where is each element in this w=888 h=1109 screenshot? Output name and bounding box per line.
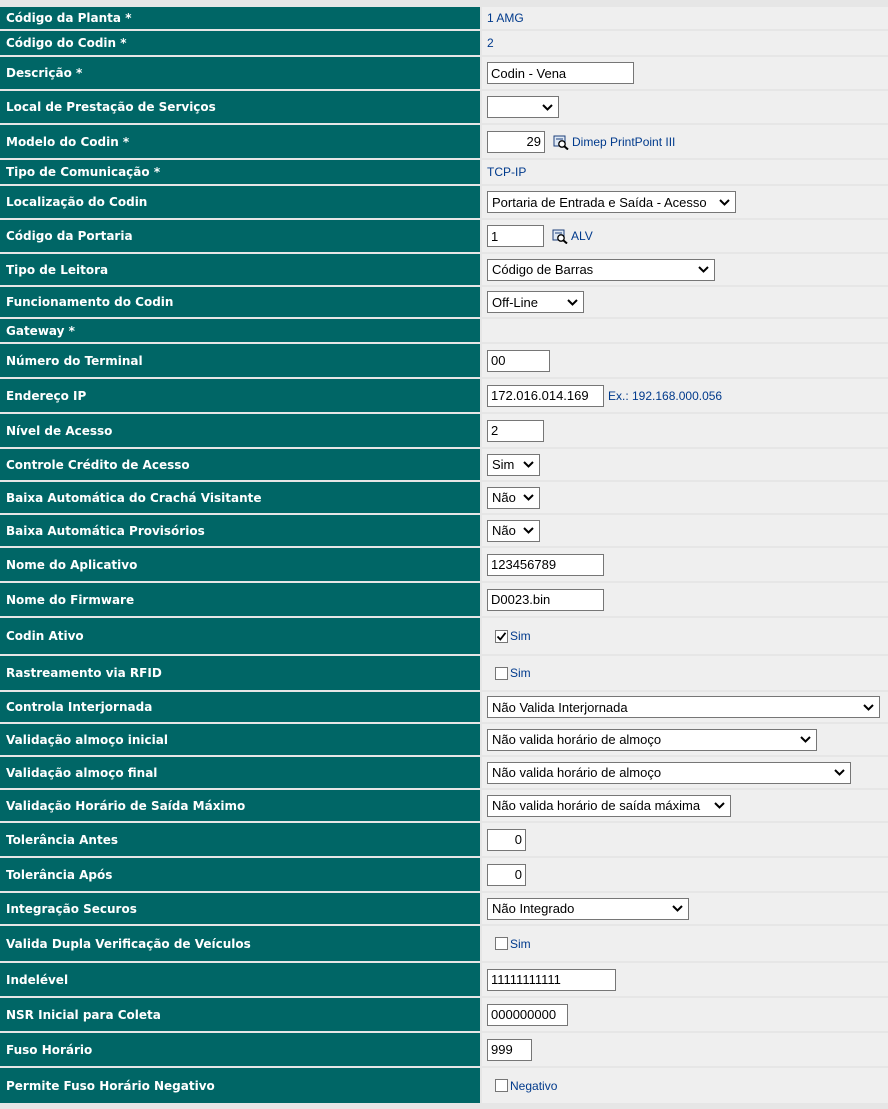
controla-interjornada-label: Controla Interjornada — [0, 692, 480, 722]
descricao-label: Descrição * — [0, 57, 480, 89]
controla-interjornada-select[interactable] — [487, 696, 880, 718]
funcionamento-codin-select-value: Off-Line — [492, 294, 539, 310]
baixa-provisorios-select-value: Não — [492, 523, 516, 538]
baixa-provisorios-select[interactable] — [487, 520, 540, 542]
fuso-horario-input[interactable]: 999 — [487, 1039, 532, 1061]
nivel-acesso-input[interactable]: 2 — [487, 420, 544, 442]
integracao-securos-label: Integração Securos — [0, 893, 480, 924]
tolerancia-apos-input[interactable]: 0 — [487, 864, 526, 886]
numero-terminal-cell — [482, 344, 888, 377]
controle-credito-select-value: Sim — [492, 457, 515, 472]
dupla-verificacao-cell — [482, 926, 888, 961]
modelo-codin-label: Modelo do Codin * — [0, 125, 480, 158]
codigo-codin-value: 2 — [487, 36, 494, 50]
dupla-verificacao-option: Sim — [510, 936, 531, 951]
controle-credito-label: Controle Crédito de Acesso — [0, 449, 480, 480]
gateway-label: Gateway * — [0, 319, 480, 342]
baixa-visitante-select-value: Não — [492, 490, 516, 505]
fuso-negativo-checkbox[interactable] — [495, 1079, 508, 1092]
controle-credito-select[interactable] — [487, 454, 540, 476]
codigo-portaria-cell — [482, 220, 888, 252]
validacao-saida-maximo-label: Validação Horário de Saída Máximo — [0, 790, 480, 821]
dupla-verificacao-checkbox[interactable] — [495, 937, 508, 950]
nome-firmware-cell — [482, 583, 888, 616]
nsr-inicial-input[interactable]: 000000000 — [487, 1004, 568, 1026]
validacao-saida-maximo-select[interactable] — [487, 795, 731, 817]
localizacao-codin-cell — [482, 186, 888, 218]
codigo-portaria-label: Código da Portaria — [0, 220, 480, 252]
checkmark-icon — [496, 631, 507, 642]
fuso-horario-label: Fuso Horário — [0, 1033, 480, 1066]
chevron-down-icon — [671, 902, 684, 915]
validacao-almoco-final-select-value: Não valida horário de almoço — [492, 765, 662, 780]
integracao-securos-cell — [482, 893, 888, 924]
modelo-codin-lookup[interactable] — [553, 134, 675, 150]
tolerancia-apos-cell — [482, 858, 888, 891]
nome-firmware-input[interactable]: D0023.bin — [487, 589, 604, 611]
codin-ativo-cell — [482, 618, 888, 654]
chevron-down-icon — [522, 458, 535, 471]
nsr-inicial-cell — [482, 998, 888, 1031]
descricao-cell — [482, 57, 888, 89]
chevron-down-icon — [522, 491, 535, 504]
top-strip — [0, 0, 888, 6]
tipo-leitora-cell — [482, 254, 888, 285]
fuso-negativo-cell — [482, 1068, 888, 1103]
indelevel-input[interactable]: 11111111111 — [487, 969, 616, 991]
local-prestacao-label: Local de Prestação de Serviços — [0, 91, 480, 123]
chevron-down-icon — [541, 101, 554, 114]
localizacao-codin-select-value: Portaria de Entrada e Saída - Acesso — [492, 194, 707, 210]
indelevel-label: Indelével — [0, 963, 480, 996]
tipo-comunicacao-cell — [482, 160, 888, 184]
chevron-down-icon — [718, 196, 731, 209]
fuso-negativo-label: Permite Fuso Horário Negativo — [0, 1068, 480, 1103]
validacao-almoco-final-label: Validação almoço final — [0, 757, 480, 788]
rastreamento-rfid-checkbox[interactable] — [495, 667, 508, 680]
indelevel-cell — [482, 963, 888, 996]
endereco-ip-label: Endereço IP — [0, 379, 480, 412]
nome-aplicativo-label: Nome do Aplicativo — [0, 548, 480, 581]
codigo-planta-label: Código da Planta * — [0, 7, 480, 29]
validacao-almoco-inicial-select-value: Não valida horário de almoço — [492, 732, 662, 747]
rastreamento-rfid-option: Sim — [510, 666, 531, 680]
codigo-codin-label: Código do Codin * — [0, 31, 480, 55]
modelo-codin-link[interactable]: Dimep PrintPoint III — [572, 134, 676, 149]
local-prestacao-cell — [482, 91, 888, 123]
integracao-securos-select[interactable] — [487, 898, 689, 920]
nome-aplicativo-input[interactable]: 123456789 — [487, 554, 604, 576]
numero-terminal-label: Número do Terminal — [0, 344, 480, 377]
validacao-saida-maximo-cell — [482, 790, 888, 821]
funcionamento-codin-select[interactable] — [487, 291, 584, 313]
codin-ativo-option: Sim — [510, 629, 531, 643]
codigo-portaria-link[interactable]: ALV — [571, 229, 593, 243]
tolerancia-antes-input[interactable]: 0 — [487, 829, 526, 851]
gateway-cell — [482, 319, 888, 342]
fuso-negativo-option: Negativo — [510, 1078, 558, 1093]
endereco-ip-hint: Ex.: 192.168.000.056 — [608, 388, 723, 403]
nome-aplicativo-cell — [482, 548, 888, 581]
numero-terminal-input[interactable]: 00 — [487, 350, 550, 372]
rastreamento-rfid-cell — [482, 656, 888, 690]
nsr-inicial-label: NSR Inicial para Coleta — [0, 998, 480, 1031]
chevron-down-icon — [697, 263, 710, 276]
codigo-codin-cell — [482, 31, 888, 55]
dupla-verificacao-label: Valida Dupla Verificação de Veículos — [0, 926, 480, 961]
modelo-codin-cell — [482, 125, 888, 158]
search-lookup-icon[interactable] — [553, 134, 569, 150]
chevron-down-icon — [799, 733, 812, 746]
localizacao-codin-label: Localização do Codin — [0, 186, 480, 218]
rastreamento-rfid-label: Rastreamento via RFID — [0, 656, 480, 690]
baixa-provisorios-cell — [482, 515, 888, 546]
tipo-leitora-select[interactable] — [487, 259, 715, 281]
codigo-portaria-input[interactable]: 1 — [487, 225, 544, 247]
chevron-down-icon — [522, 524, 535, 537]
validacao-almoco-inicial-cell — [482, 724, 888, 755]
tipo-leitora-label: Tipo de Leitora — [0, 254, 480, 285]
fuso-horario-cell — [482, 1033, 888, 1066]
validacao-almoco-final-cell — [482, 757, 888, 788]
local-prestacao-select[interactable] — [487, 96, 559, 118]
chevron-down-icon — [713, 799, 726, 812]
codigo-planta-cell — [482, 7, 888, 29]
baixa-visitante-select[interactable] — [487, 487, 540, 509]
localizacao-codin-select[interactable] — [487, 191, 736, 213]
chevron-down-icon — [833, 766, 846, 779]
validacao-almoco-final-select[interactable] — [487, 762, 851, 784]
baixa-visitante-cell — [482, 482, 888, 513]
nome-firmware-label: Nome do Firmware — [0, 583, 480, 616]
tolerancia-apos-label: Tolerância Após — [0, 858, 480, 891]
funcionamento-codin-label: Funcionamento do Codin — [0, 287, 480, 317]
integracao-securos-select-value: Não Integrado — [492, 901, 575, 916]
codigo-portaria-lookup[interactable] — [552, 228, 593, 244]
validacao-almoco-inicial-select[interactable] — [487, 729, 817, 751]
tolerancia-antes-label: Tolerância Antes — [0, 823, 480, 856]
validacao-saida-maximo-select-value: Não valida horário de saída máxima — [492, 798, 701, 813]
codin-ativo-checkbox[interactable] — [495, 630, 508, 643]
controle-credito-cell — [482, 449, 888, 480]
tolerancia-antes-cell — [482, 823, 888, 856]
chevron-down-icon — [566, 296, 579, 309]
chevron-down-icon — [862, 701, 875, 714]
codigo-planta-value: 1 AMG — [487, 11, 524, 25]
controla-interjornada-cell — [482, 692, 888, 722]
descricao-input[interactable]: Codin - Vena — [487, 62, 634, 84]
tipo-comunicacao-label: Tipo de Comunicação * — [0, 160, 480, 184]
search-lookup-icon[interactable] — [552, 228, 568, 244]
codin-ativo-label: Codin Ativo — [0, 618, 480, 654]
baixa-visitante-label: Baixa Automática do Crachá Visitante — [0, 482, 480, 513]
controla-interjornada-select-value: Não Valida Interjornada — [492, 699, 628, 715]
baixa-provisorios-label: Baixa Automática Provisórios — [0, 515, 480, 546]
endereco-ip-cell — [482, 379, 888, 412]
tipo-comunicacao-value: TCP-IP — [487, 165, 527, 179]
tipo-leitora-select-value: Código de Barras — [492, 262, 594, 277]
validacao-almoco-inicial-label: Validação almoço inicial — [0, 724, 480, 755]
nivel-acesso-label: Nível de Acesso — [0, 414, 480, 447]
endereco-ip-input[interactable]: 172.016.014.169 — [487, 385, 604, 407]
modelo-codin-input[interactable]: 29 — [487, 131, 545, 153]
funcionamento-codin-cell — [482, 287, 888, 317]
nivel-acesso-cell — [482, 414, 888, 447]
